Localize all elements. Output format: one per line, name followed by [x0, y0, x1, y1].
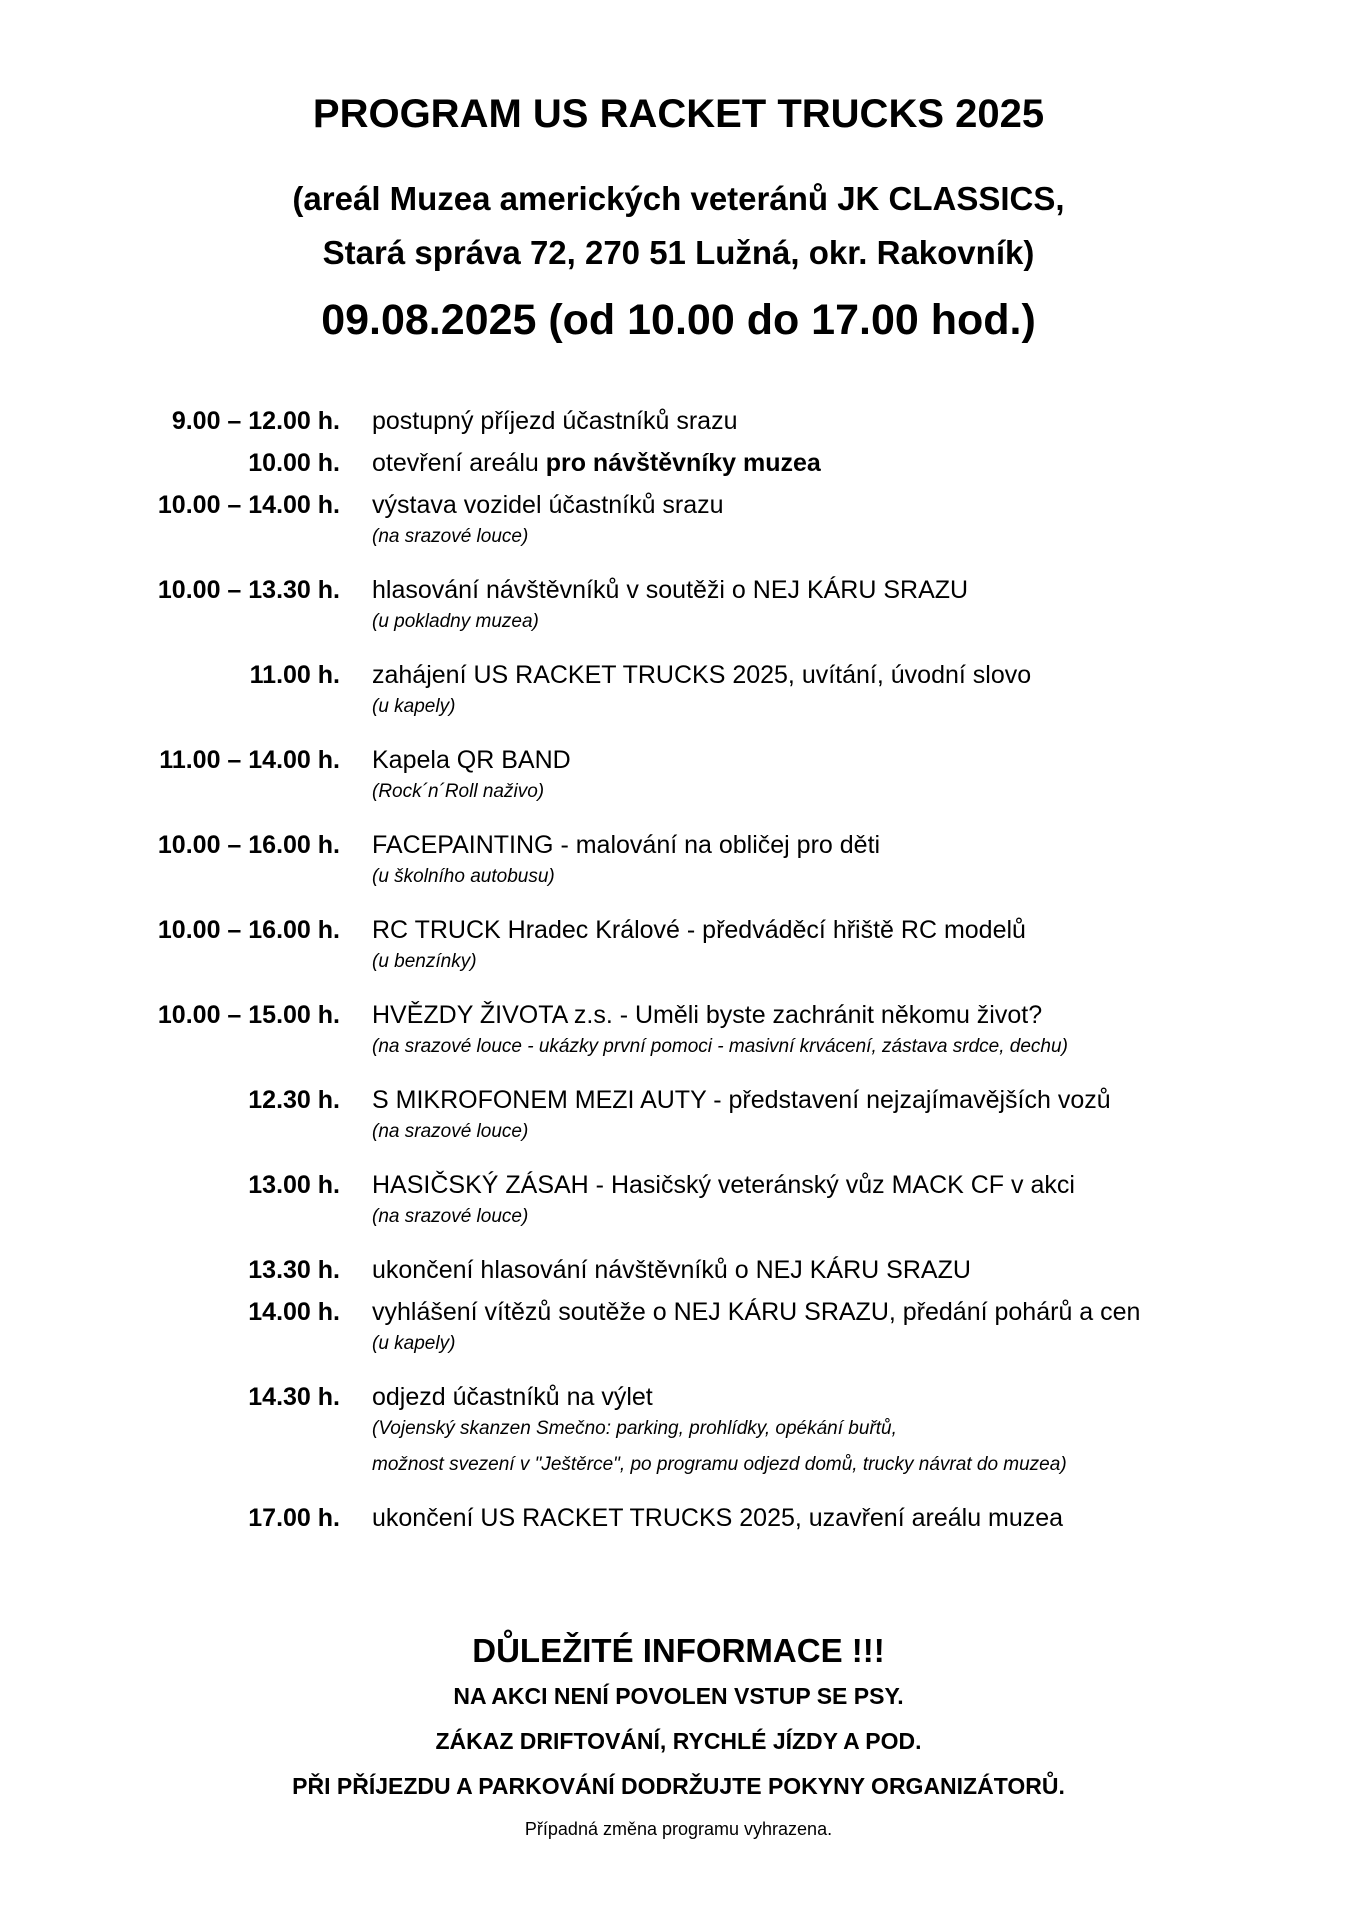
program-text: FACEPAINTING - malování na obličej pro děti: [372, 831, 881, 859]
program-text: HVĚZDY ŽIVOTA z.s. - Uměli byste zachránit někomu život?: [372, 1001, 1043, 1029]
program-time: 14.30 h.: [248, 1383, 340, 1411]
program-note: (u školního autobusu): [372, 866, 555, 887]
program-row: [0, 1291, 1357, 1359]
program-text: postupný příjezd účastníků srazu: [372, 407, 738, 435]
program-note: možnost svezení v "Ještěrce", po programu odjezd domů, trucky návrat do muzea): [372, 1454, 1067, 1475]
program-row: [0, 824, 1357, 892]
program-note: (na srazové louce - ukázky první pomoci - masivní krvácení, zástava srdce, dechu): [372, 1036, 1068, 1057]
program-text: odjezd účastníků na výlet: [372, 1383, 653, 1411]
program-text: RC TRUCK Hradec Králové - předváděcí hřiště RC modelů: [372, 916, 1026, 944]
program-time: 11.00 h.: [249, 661, 340, 689]
program-note: (Rock´n´Roll naživo): [372, 781, 545, 802]
program-note: (u benzínky): [372, 951, 477, 972]
program-time: 17.00 h.: [248, 1504, 340, 1532]
program-time: 10.00 – 13.30 h.: [157, 576, 340, 604]
program-row: [0, 1079, 1357, 1147]
program-note: (u kapely): [372, 696, 456, 717]
program-text: Kapela QR BAND: [372, 746, 571, 774]
program-note: (u pokladny muzea): [372, 611, 539, 632]
change-disclaimer: Případná změna programu vyhrazena.: [524, 1819, 833, 1839]
program-time: 14.00 h.: [248, 1298, 340, 1326]
program-text-bold: pro návštěvníky muzea: [545, 449, 821, 477]
program-text: ukončení hlasování návštěvníků o NEJ KÁRU SRAZU: [372, 1256, 971, 1284]
program-time: 10.00 – 16.00 h.: [157, 916, 340, 944]
program-row: [0, 739, 1357, 807]
venue-line-2: Stará správa 72, 270 51 Lužná, okr. Rakovník): [322, 234, 1035, 271]
program-text: zahájení US RACKET TRUCKS 2025, uvítání, úvodní slovo: [372, 661, 1032, 689]
program-text: ukončení US RACKET TRUCKS 2025, uzavření areálu muzea: [372, 1504, 1064, 1532]
program-text: S MIKROFONEM MEZI AUTY - představení nejzajímavějších vozů: [372, 1086, 1111, 1114]
event-date: 09.08.2025 (od 10.00 do 17.00 hod.): [321, 296, 1036, 344]
venue-line-1: (areál Muzea amerických veteránů JK CLASSICS,: [292, 180, 1065, 217]
program-time: 13.30 h.: [248, 1256, 340, 1284]
info-follow-organizers: PŘI PŘÍJEZDU A PARKOVÁNÍ DODRŽUJTE POKYNY ORGANIZÁTORŮ.: [292, 1773, 1065, 1799]
program-row: [0, 1376, 1357, 1480]
program-text-plain: otevření areálu: [372, 449, 546, 477]
program-row: [0, 1164, 1357, 1232]
program-note: (Vojenský skanzen Smečno: parking, prohlídky, opékání buřtů,: [372, 1418, 897, 1439]
program-schedule: [0, 400, 1357, 1539]
program-row: [0, 994, 1357, 1062]
program-time: 12.30 h.: [248, 1086, 340, 1114]
page-title: PROGRAM US RACKET TRUCKS 2025: [312, 92, 1045, 136]
program-row: [0, 484, 1357, 552]
program-text: výstava vozidel účastníků srazu: [372, 491, 724, 519]
program-note: (u kapely): [372, 1333, 456, 1354]
info-no-drifting: ZÁKAZ DRIFTOVÁNÍ, RYCHLÉ JÍZDY A POD.: [435, 1728, 922, 1754]
program-text: HASIČSKÝ ZÁSAH - Hasičský veteránský vůz MACK CF v akci: [372, 1171, 1075, 1199]
program-text: hlasování návštěvníků v soutěži o NEJ KÁRU SRAZU: [372, 576, 969, 604]
program-row: [0, 1249, 1357, 1291]
program-time: 11.00 – 14.00 h.: [159, 746, 340, 774]
program-row: [0, 654, 1357, 722]
program-row: [0, 1497, 1357, 1539]
program-row: [0, 442, 1357, 484]
program-time: 10.00 h.: [248, 449, 340, 477]
program-note: (na srazové louce): [372, 1206, 529, 1227]
program-note: (na srazové louce): [372, 526, 529, 547]
program-time: 10.00 – 16.00 h.: [157, 831, 340, 859]
info-no-dogs: NA AKCI NENÍ POVOLEN VSTUP SE PSY.: [453, 1683, 904, 1709]
program-note: (na srazové louce): [372, 1121, 529, 1142]
important-info: [0, 1628, 1357, 1847]
program-row: [0, 400, 1357, 442]
program-text: vyhlášení vítězů soutěže o NEJ KÁRU SRAZU, předání pohárů a cen: [372, 1298, 1141, 1326]
program-row: [0, 569, 1357, 637]
program-time: 9.00 – 12.00 h.: [171, 407, 340, 435]
program-row: [0, 909, 1357, 977]
program-time: 13.00 h.: [248, 1171, 340, 1199]
program-text: [372, 442, 1357, 484]
program-time: 10.00 – 14.00 h.: [157, 491, 340, 519]
program-time: 10.00 – 15.00 h.: [157, 1001, 340, 1029]
info-heading: DŮLEŽITÉ INFORMACE !!!: [472, 1632, 885, 1669]
venue-address: [0, 172, 1357, 280]
